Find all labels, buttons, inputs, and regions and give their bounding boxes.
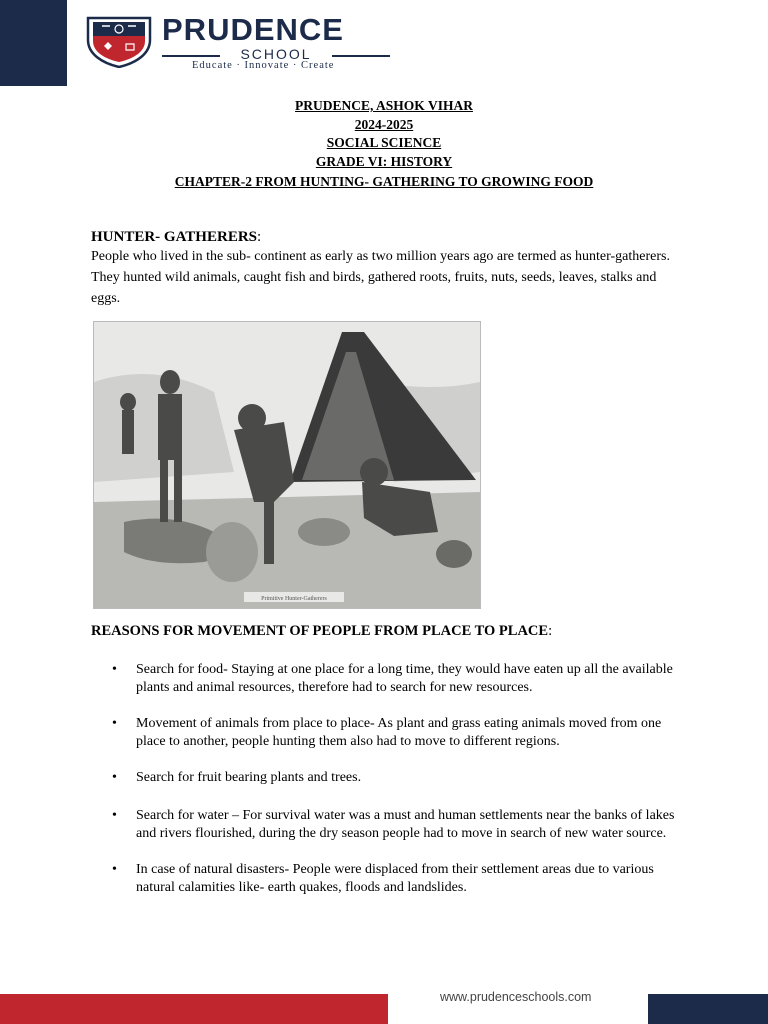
logo-school-name: PRUDENCE [162,12,344,47]
bullet: • [112,716,117,731]
list-item [112,769,684,787]
illustration-caption: Primitive Hunter-Gatherers [261,596,327,602]
list-item-text: Search for water – For survival water was a must and human settlements near the banks of lakes and rivers flourished, during the dry season people had to move in search of new water source. [136,808,675,841]
section-title-colon: : [257,229,262,245]
list-item-text: Search for fruit bearing plants and trees. [136,770,362,785]
heading-subject: SOCIAL SCIENCE [326,135,442,150]
footer-website-link[interactable]: www.prudenceschools.com [440,990,592,1004]
school-logo [84,14,394,72]
list-item [112,807,684,843]
heading-chapter: CHAPTER-2 FROM HUNTING- GATHERING TO GROWING FOOD [174,174,594,189]
heading-school: PRUDENCE, ASHOK VIHAR [295,98,473,113]
logo-rule-right [332,55,390,57]
header-corner-block [0,0,67,86]
heading-year: 2024-2025 [354,116,414,132]
logo-tagline: Educate · Innovate · Create [192,60,335,71]
list-item [112,715,684,751]
reasons-list [112,661,684,897]
list-item [112,661,684,697]
document-heading [0,97,768,192]
list-item-text: In case of natural disasters- People were displaced from their settlement areas due to various natural calamities like- earth quakes, floods and landslides. [136,862,654,895]
bullet: • [112,862,117,877]
hunter-gatherers-illustration [93,321,481,609]
section-title-text: HUNTER- GATHERERS [91,229,257,245]
bullet: • [112,662,117,677]
footer-red-band [0,994,388,1024]
shield-icon [84,16,154,68]
section-title-reasons-for-movement [91,623,552,640]
hunter-gatherers-paragraph: People who lived in the sub- continent as early as two million years ago are termed as hunter-gatherers. They hunted wild animals, caught fish and birds, gathered roots, fruits, nuts, seeds, leaves, stalks and eggs. [91,249,670,306]
logo-subtitle-text: SCHOOL [240,46,312,62]
bullet: • [112,808,117,823]
list-item-text: Search for food- Staying at one place for a long time, they would have eaten up all the available plants and animal resources, therefore had to search for new resources. [136,662,673,695]
list-item [112,861,684,897]
logo-rule-left [162,55,220,57]
heading-grade: GRADE VI: HISTORY [315,153,453,169]
section-title-colon: : [548,623,553,639]
section-title-text: REASONS FOR MOVEMENT OF PEOPLE FROM PLACE TO PLACE [91,623,549,639]
bullet: • [112,770,117,785]
section-title-hunter-gatherers [91,229,261,246]
list-item-text: Movement of animals from place to place- As plant and grass eating animals moved from one place to another, people hunting them also had to move to different regions. [136,716,662,749]
footer-navy-block [648,994,768,1024]
